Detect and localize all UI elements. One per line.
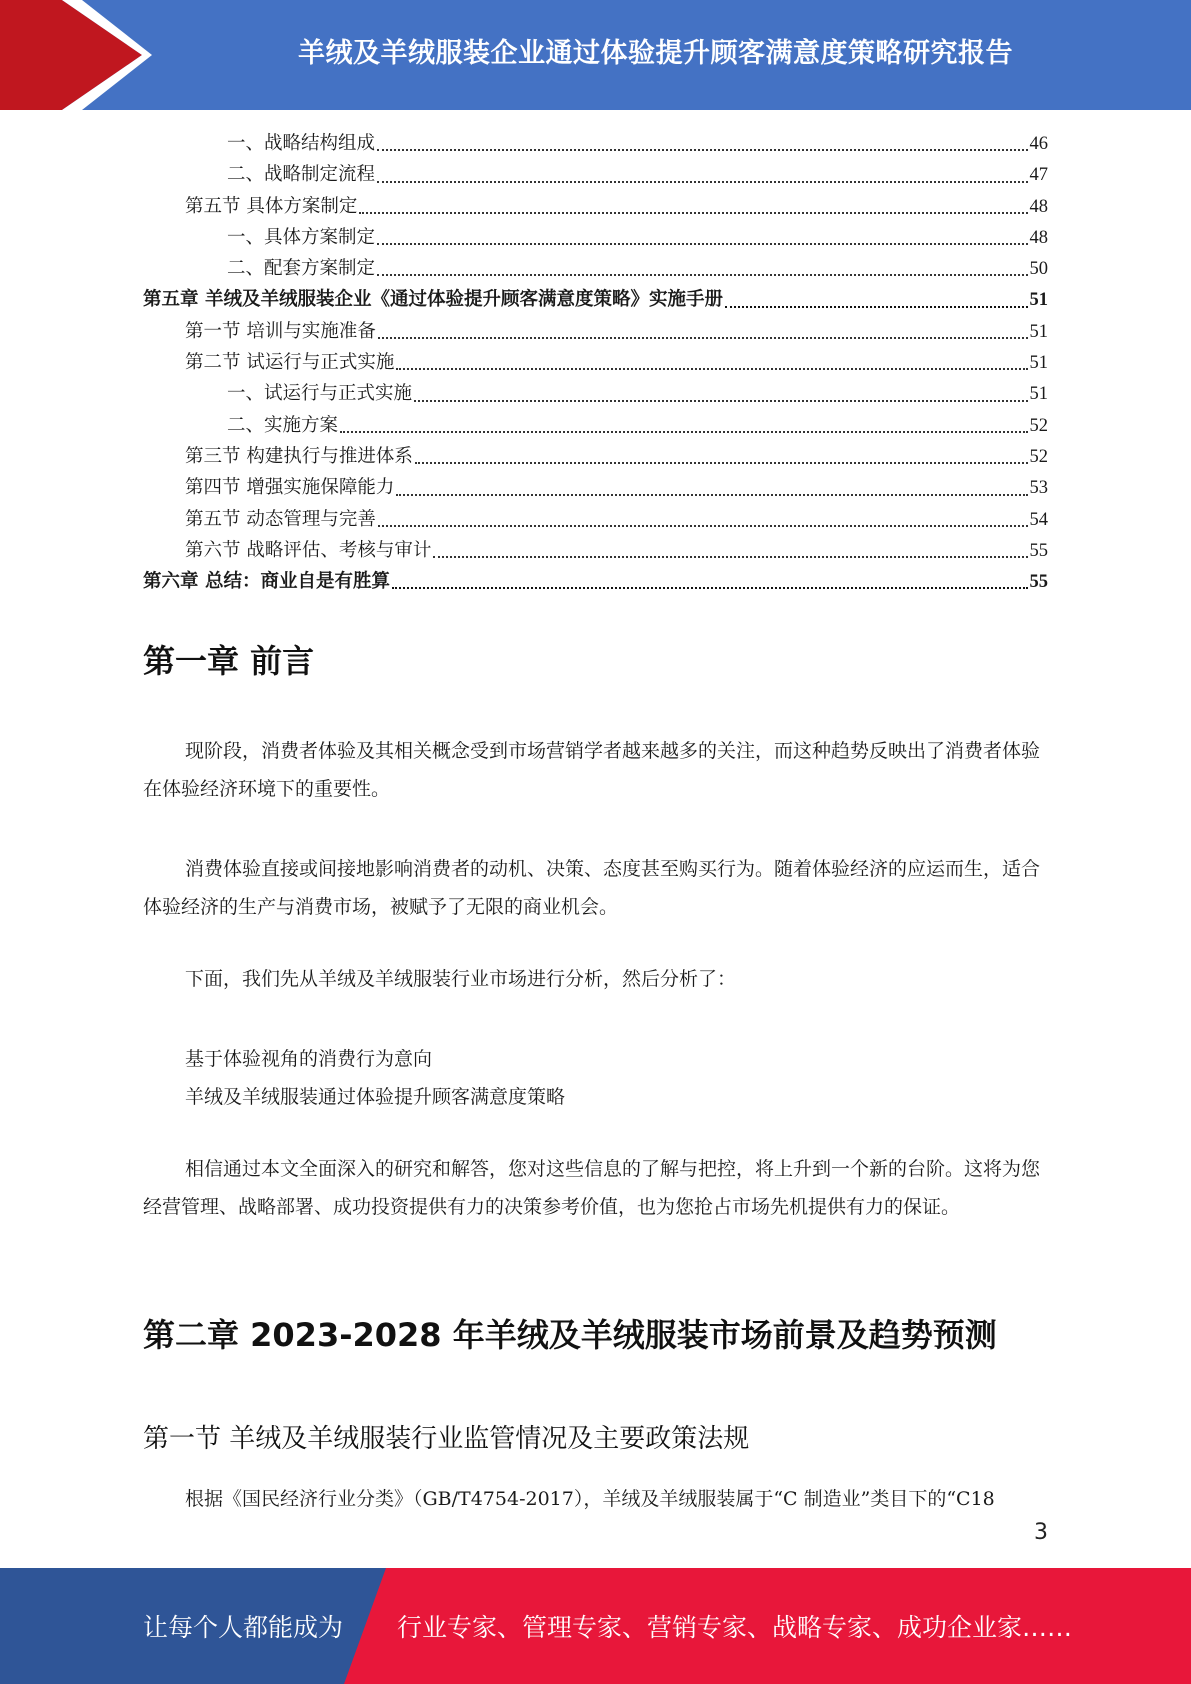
footer-slogan-right: 行业专家、管理专家、营销专家、战略专家、成功企业家…… bbox=[397, 1613, 1073, 1642]
toc-entry[interactable] bbox=[143, 442, 1048, 473]
toc-entry-title: 第三节 构建执行与推进体系 bbox=[185, 445, 413, 467]
toc-entry-page: 53 bbox=[1029, 478, 1048, 499]
toc-entry-title: 二、配套方案制定 bbox=[227, 258, 376, 280]
toc-entry-title: 第一节 培训与实施准备 bbox=[185, 320, 376, 342]
toc-dot-leader bbox=[377, 242, 1027, 245]
toc-entry[interactable] bbox=[143, 129, 1048, 160]
toc-entry-page: 50 bbox=[1029, 259, 1048, 280]
toc-entry[interactable] bbox=[143, 536, 1048, 567]
toc-entry[interactable] bbox=[143, 348, 1048, 379]
chapter-2-section-1-heading: 第一节 羊绒及羊绒服装行业监管情况及主要政策法规 bbox=[143, 1424, 750, 1454]
toc-entry-page: 48 bbox=[1029, 227, 1048, 248]
chapter-1-list-item-2: 羊绒及羊绒服装通过体验提升顾客满意度策略 bbox=[185, 1086, 566, 1108]
chapter-1-heading: 第一章 前言 bbox=[143, 642, 315, 680]
toc-entry-page: 51 bbox=[1029, 290, 1048, 311]
toc-dot-leader bbox=[415, 461, 1028, 464]
toc-dot-leader bbox=[377, 273, 1027, 276]
toc-entry[interactable] bbox=[143, 567, 1048, 598]
toc-entry[interactable] bbox=[143, 223, 1048, 254]
chapter-1-paragraph-4: 相信通过本文全面深入的研究和解答，您对这些信息的了解与把控，将上升到一个新的台阶。这将为您经营管理、战略部署、成功投资提供有力的决策参考价值，也为您抢占市场先机提供有力的保证。 bbox=[143, 1158, 1041, 1218]
toc-entry-page: 55 bbox=[1029, 572, 1048, 593]
toc-dot-leader bbox=[378, 336, 1028, 339]
toc-dot-leader bbox=[433, 555, 1027, 558]
toc-entry-title: 第五节 具体方案制定 bbox=[185, 195, 358, 217]
footer-slogan-left: 让每个人都能成为 bbox=[143, 1613, 344, 1642]
chapter-2-heading: 第二章 2023-2028 年羊绒及羊绒服装市场前景及趋势预测 bbox=[143, 1316, 997, 1354]
toc-dot-leader bbox=[414, 399, 1027, 402]
chapter-1-paragraph-2: 消费体验直接或间接地影响消费者的动机、决策、态度甚至购买行为。随着体验经济的应运而生，适合体验经济的生产与消费市场，被赋予了无限的商业机会。 bbox=[143, 858, 1041, 918]
toc-entry[interactable] bbox=[143, 505, 1048, 536]
toc-entry-page: 47 bbox=[1029, 165, 1048, 186]
toc-entry-title: 第五章 羊绒及羊绒服装企业《通过体验提升顾客满意度策略》实施手册 bbox=[143, 289, 723, 311]
toc-dot-leader bbox=[359, 211, 1027, 214]
toc-entry-title: 一、战略结构组成 bbox=[227, 133, 376, 154]
chapter-1-paragraph-1: 现阶段，消费者体验及其相关概念受到市场营销学者越来越多的关注，而这种趋势反映出了消费者体验在体验经济环境下的重要性。 bbox=[143, 740, 1041, 800]
toc-entry-page: 46 bbox=[1029, 134, 1048, 154]
toc-entry-page: 51 bbox=[1029, 321, 1048, 342]
toc-entry-title: 第二节 试运行与正式实施 bbox=[185, 352, 395, 374]
toc-dot-leader bbox=[378, 524, 1028, 527]
toc-entry[interactable] bbox=[143, 379, 1048, 410]
page-number: 3 bbox=[1034, 1520, 1048, 1545]
toc-entry-title: 二、实施方案 bbox=[227, 414, 339, 436]
toc-entry[interactable] bbox=[143, 285, 1048, 316]
toc-dot-leader bbox=[340, 430, 1027, 433]
page-header bbox=[0, 0, 1191, 110]
toc-entry-page: 51 bbox=[1029, 384, 1048, 405]
toc-entry-page: 51 bbox=[1029, 353, 1048, 374]
toc-entry-page: 55 bbox=[1029, 540, 1048, 561]
toc-entry[interactable] bbox=[143, 160, 1048, 191]
chapter-1-paragraph-3: 下面，我们先从羊绒及羊绒服装行业市场进行分析，然后分析了： bbox=[185, 968, 737, 990]
toc-dot-leader bbox=[377, 180, 1027, 183]
toc-entry-title: 第六节 战略评估、考核与审计 bbox=[185, 539, 432, 561]
toc-entry[interactable] bbox=[143, 473, 1048, 504]
table-of-contents bbox=[143, 129, 1048, 598]
toc-entry[interactable] bbox=[143, 254, 1048, 285]
toc-entry-page: 54 bbox=[1029, 509, 1048, 530]
toc-entry-title: 第六章 总结：商业自是有胜算 bbox=[143, 571, 390, 593]
toc-entry[interactable] bbox=[143, 192, 1048, 223]
chapter-1-list-item-1: 基于体验视角的消费行为意向 bbox=[185, 1048, 433, 1070]
toc-dot-leader bbox=[396, 493, 1027, 496]
page-footer bbox=[0, 1568, 1191, 1684]
toc-dot-leader bbox=[377, 148, 1027, 151]
toc-entry-title: 二、战略制定流程 bbox=[227, 164, 376, 186]
toc-entry[interactable] bbox=[143, 317, 1048, 348]
toc-entry-title: 一、具体方案制定 bbox=[227, 226, 376, 248]
toc-entry-page: 48 bbox=[1029, 196, 1048, 217]
toc-entry-title: 第五节 动态管理与完善 bbox=[185, 508, 376, 530]
toc-entry[interactable] bbox=[143, 411, 1048, 442]
header-arrow-decoration bbox=[0, 0, 160, 110]
chapter-2-paragraph-1: 根据《国民经济行业分类》（GB/T4754-2017），羊绒及羊绒服装属于“C 制造业”类目下的“C18 bbox=[185, 1488, 995, 1510]
toc-dot-leader bbox=[392, 586, 1028, 589]
toc-dot-leader bbox=[396, 367, 1027, 370]
toc-entry-title: 一、试运行与正式实施 bbox=[227, 383, 413, 405]
toc-entry-page: 52 bbox=[1029, 415, 1048, 436]
toc-dot-leader bbox=[725, 305, 1028, 308]
toc-entry-page: 52 bbox=[1029, 446, 1048, 467]
toc-entry-title: 第四节 增强实施保障能力 bbox=[185, 477, 395, 499]
report-title: 羊绒及羊绒服装企业通过体验提升顾客满意度策略研究报告 bbox=[298, 37, 1013, 69]
